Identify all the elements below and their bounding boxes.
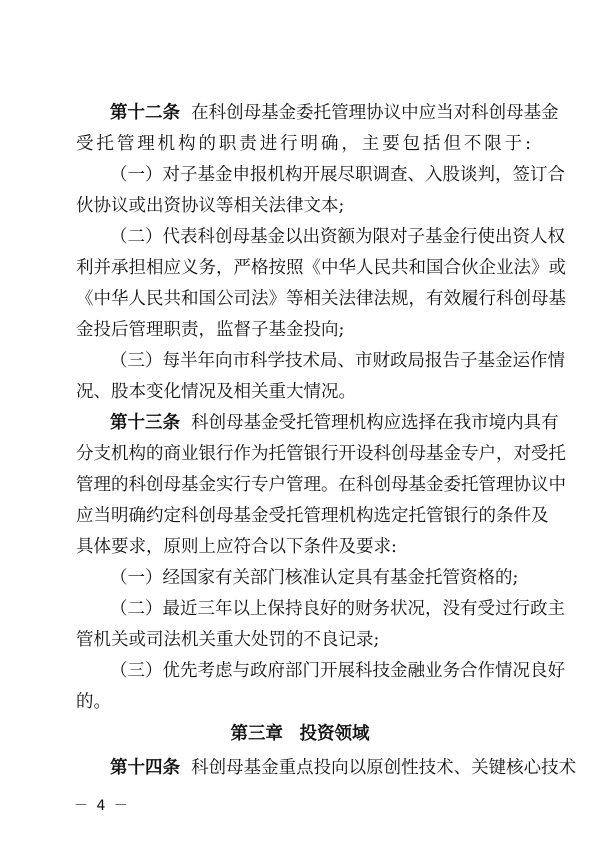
article-13-line-5: 具体要求，原则上应符合以下条件及要求: [76, 537, 397, 557]
article-12-item-1-line-2: 伙协议或出资协议等相关法律文本; [76, 196, 345, 216]
article-12-line-2: 受托管理机构的职责进行明确，主要包括但不限于: [76, 134, 531, 154]
article-12-item-3-line-1: （三）每半年向市科学技术局、市财政局报告子基金运作情 [110, 351, 565, 371]
chapter-title: 第三章 投资领域 [230, 724, 370, 744]
article-13-item-3-line-2: 的。 [76, 692, 111, 712]
article-12-item-2-line-4: 金投后管理职责，监督子基金投向; [76, 320, 345, 340]
article-12-item-3-line-2: 况、股本变化情况及相关重大情况。 [76, 382, 356, 402]
article-13-item-1: （一）经国家有关部门核准认定具有基金托管资格的; [110, 568, 519, 588]
article-14-line-1 [110, 757, 577, 779]
article-12-item-2-line-1: （二）代表科创母基金以出资额为限对子基金行使出资人权 [110, 227, 565, 247]
page-number: － 4 － [74, 798, 130, 814]
article-13-heading: 第十三条 [110, 413, 180, 433]
article-13-item-2-line-1: （二）最近三年以上保持良好的财务状况，没有受过行政主 [110, 599, 565, 619]
article-12-item-2-line-2: 利并承担相应义务，严格按照《中华人民共和国合伙企业法》或 [76, 258, 566, 278]
article-13-item-3-line-1: （三）优先考虑与政府部门开展科技金融业务合作情况良好 [110, 661, 565, 681]
article-13-line-2: 分支机构的商业银行作为托管银行开设科创母基金专户，对受托 [76, 444, 566, 464]
article-14-heading: 第十四条 [110, 758, 180, 778]
article-12-item-2-line-3: 《中华人民共和国公司法》等相关法律法规，有效履行科创母基 [76, 289, 566, 309]
article-13-line-3: 管理的科创母基金实行专户管理。在科创母基金委托管理协议中 [76, 475, 566, 495]
article-12-text: 在科创母基金委托管理协议中应当对科创母基金 [191, 103, 559, 123]
article-12-line-1 [110, 102, 559, 124]
article-14-text: 科创母基金重点投向以原创性技术、关键核心技术 [191, 758, 577, 778]
article-12-heading: 第十二条 [110, 103, 180, 123]
article-13-line-4: 应当明确约定科创母基金受托管理机构选定托管银行的条件及 [76, 506, 549, 526]
article-13-line-1 [110, 412, 559, 434]
article-12-item-1-line-1: （一）对子基金申报机构开展尽职调查、入股谈判，签订合 [110, 165, 565, 185]
article-13-text: 科创母基金受托管理机构应选择在我市境内具有 [191, 413, 559, 433]
article-13-item-2-line-2: 管机关或司法机关重大处罚的不良记录; [76, 630, 380, 650]
